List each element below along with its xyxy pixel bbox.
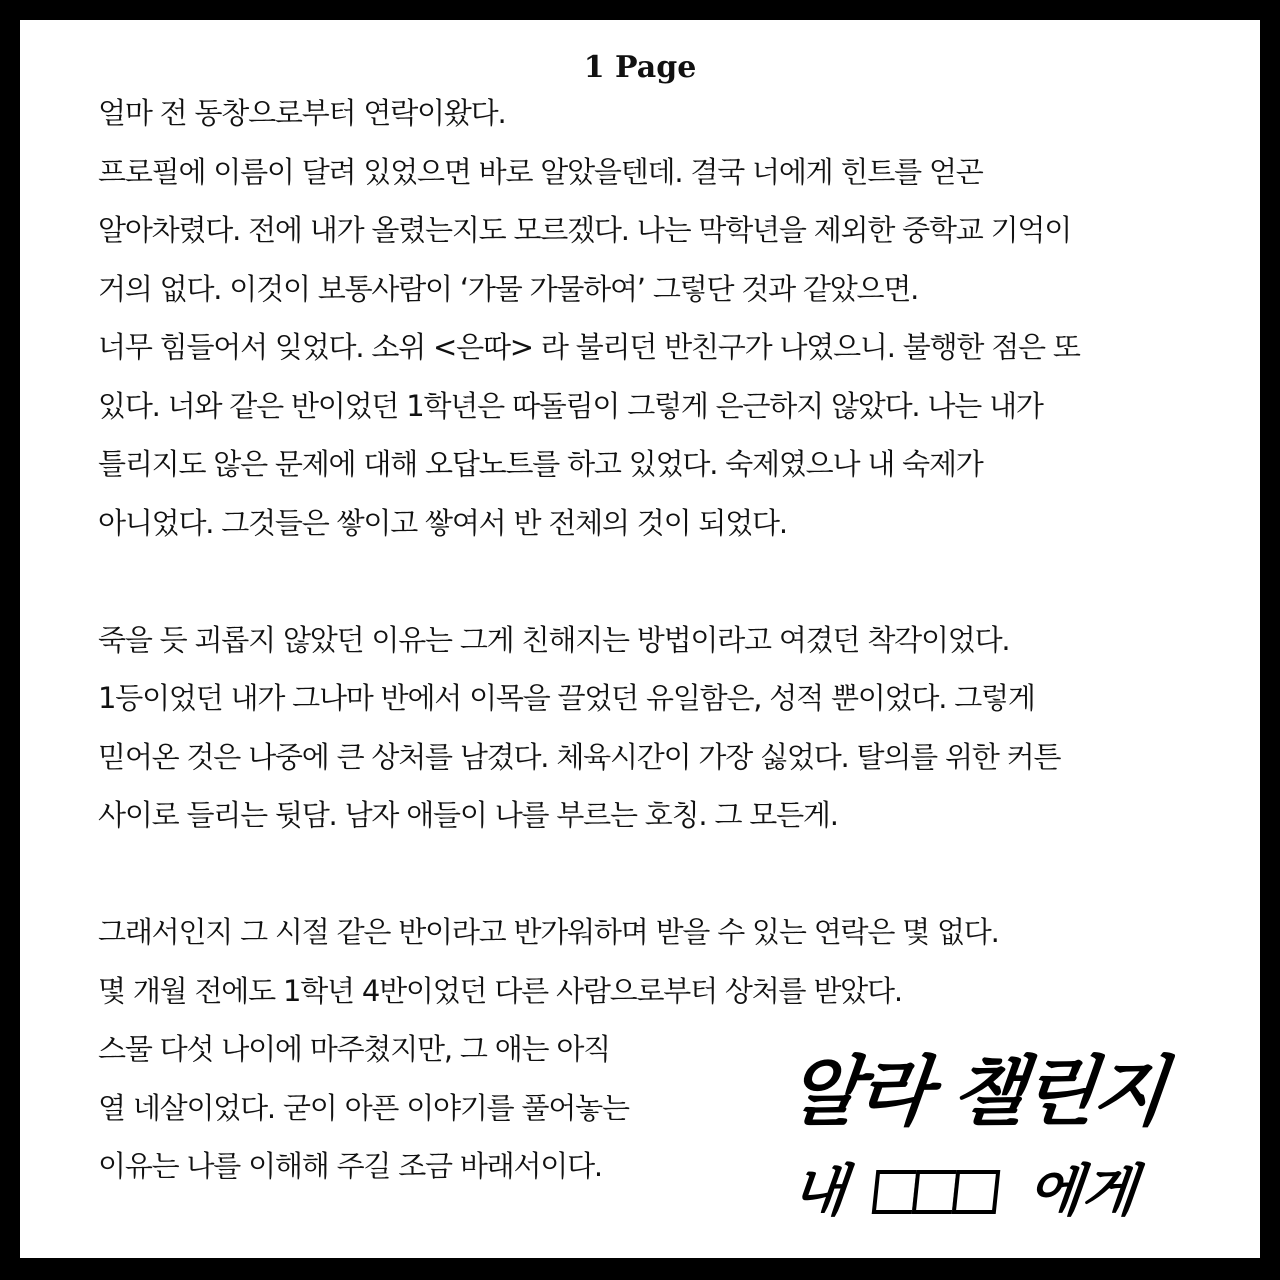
text-line: 몇 개월 전에도 1학년 4반이었던 다른 사람으로부터 상처를 받았다.	[98, 973, 902, 1008]
title-art	[780, 1042, 1220, 1252]
title-art-word-after: 에게	[1024, 1159, 1140, 1224]
page-title: 1 Page	[583, 50, 697, 85]
text-line: 거의 없다. 이것이 보통사람이 ‘가물 가물하여’ 그렇단 것과 같았으면.	[98, 271, 919, 306]
paragraph-1	[98, 84, 1198, 552]
blank-box	[952, 1170, 1001, 1214]
text-line: 프로필에 이름이 달려 있었으면 바로 알았을텐데. 결국 너에게 힌트를 얻곤	[98, 154, 983, 189]
title-art-word-before: 내	[788, 1159, 850, 1224]
text-line: 사이로 들리는 뒷담. 남자 애들이 나를 부르는 호칭. 그 모든게.	[98, 798, 838, 832]
title-art-line-2	[788, 1152, 1141, 1232]
text-line: 그래서인지 그 시절 같은 반이라고 반가워하며 받을 수 있는 연락은 몇 없다.	[98, 915, 999, 949]
text-line: 알아차렸다. 전에 내가 올렸는지도 모르겠다. 나는 막학년을 제외한 중학교 기억이	[98, 213, 1072, 247]
text-line: 스물 다섯 나이에 마주쳤지만, 그 애는 아직	[98, 1032, 610, 1066]
paragraph-spacer	[98, 552, 1198, 611]
text-line: 얼마 전 동창으로부터 연락이왔다.	[98, 96, 506, 130]
text-line: 있다. 너와 같은 반이었던 1학년은 따돌림이 그렇게 은근하지 않았다. 나는 내가	[98, 388, 1043, 423]
paragraph-2	[98, 611, 1198, 845]
text-line: 1등이었던 내가 그나마 반에서 이목을 끌었던 유일함은, 성적 뿐이었다. 그렇게	[98, 681, 1035, 715]
document-page	[20, 20, 1260, 1258]
paragraph-spacer	[98, 845, 1198, 904]
text-line: 틀리지도 않은 문제에 대해 오답노트를 하고 있었다. 숙제였으나 내 숙제가	[98, 447, 983, 481]
blank-boxes	[872, 1170, 997, 1214]
title-art-line-1: 알라 챌린지	[783, 1047, 1169, 1136]
text-line: 너무 힘들어서 잊었다. 소위 <은따> 라 불리던 반친구가 나였으니. 불행한 점은 또	[98, 330, 1080, 364]
text-line: 이유는 나를 이해해 주길 조금 바래서이다.	[98, 1149, 602, 1183]
text-line: 열 네살이었다. 굳이 아픈 이야기를 풀어놓는	[98, 1090, 629, 1125]
text-line: 죽을 듯 괴롭지 않았던 이유는 그게 친해지는 방법이라고 여겼던 착각이었다.	[98, 622, 1010, 657]
body-text	[98, 84, 1198, 1196]
text-line: 믿어온 것은 나중에 큰 상처를 남겼다. 체육시간이 가장 싫었다. 탈의를 위한 커튼	[98, 739, 1061, 774]
text-line: 아니었다. 그것들은 쌓이고 쌓여서 반 전체의 것이 되었다.	[98, 505, 787, 540]
